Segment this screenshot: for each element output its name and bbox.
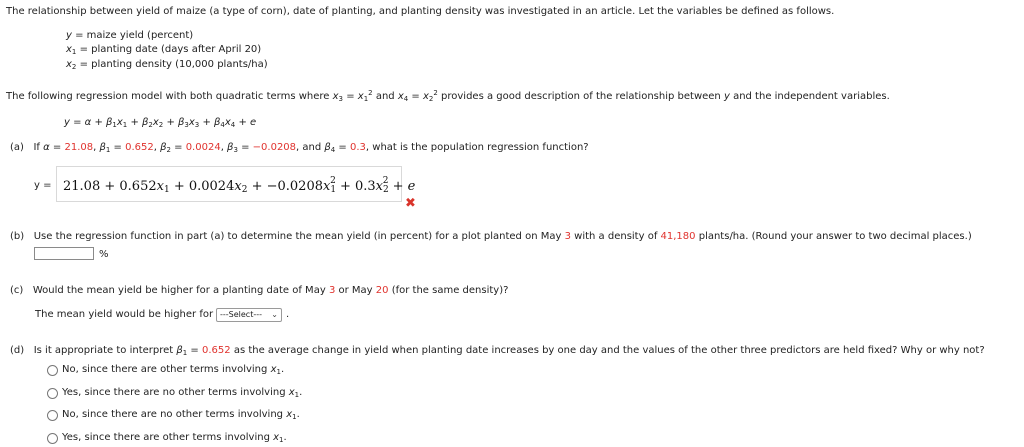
option-3-label: No, since there are no other terms involving $x_1$. (62, 409, 300, 421)
part-c-question: (c) Would the mean yield be higher for a planting date of May 3 or May 20 (for the same density)? (10, 285, 509, 296)
definition-x2: $x_2$ = planting density (10,000 plants/ha) (66, 59, 268, 71)
regression-answer-field[interactable] (56, 166, 416, 202)
mean-yield-input[interactable] (34, 247, 94, 260)
part-c-answer-suffix: . (286, 309, 290, 320)
chevron-down-icon: ⌄ (271, 310, 278, 319)
intro-text: The relationship between yield of maize (a type of corn), date of planting, and planting density was investigated in an article. Let the variables be defined as follows. (6, 6, 835, 17)
model-equation: $y = \alpha + \beta_1x_1 + \beta_2x_2 + \beta_3x_3 + \beta_4x_4 + e$ (64, 117, 257, 129)
radio-option-2[interactable] (47, 388, 58, 399)
radio-option-1[interactable] (47, 365, 58, 376)
part-a-question: (a) If α = 21.08, $\beta_1 = 0.652$, $\beta_2 = 0.0024$, $\beta_3 = -0.0208$, and $\beta_4 = 0.3$, what is the population regression function? (10, 142, 589, 154)
part-c-answer-prefix: The mean yield would be higher for (35, 309, 214, 320)
part-b-question: (b) Use the regression function in part (a) to determine the mean yield (in percent) for a plot planted on May 3 with a density of 41,180 plants/ha. (Round your answer to two decimal places.) (10, 231, 972, 242)
definition-y: y = maize yield (percent) (66, 30, 194, 41)
model-sentence: The following regression model with both quadratic terms where $x_3 = x_1^2$ and $x_4 = x_2^2$ provides a good description of the relationship between y and the independent variables. (6, 89, 890, 103)
option-2-label: Yes, since there are no other terms involving $x_1$. (62, 387, 303, 399)
select-value: ---Select--- (220, 310, 262, 319)
percent-unit-label: % (99, 249, 109, 260)
incorrect-icon: ✖ (405, 196, 416, 211)
y-equals-label: y = (34, 180, 52, 191)
option-1-label: No, since there are other terms involving $x_1$. (62, 364, 285, 376)
radio-option-4[interactable] (47, 433, 58, 444)
radio-option-3[interactable] (47, 410, 58, 421)
option-4-label: Yes, since there are other terms involving $x_1$. (62, 432, 287, 444)
planting-date-select[interactable] (216, 308, 282, 322)
part-d-question: (d) Is it appropriate to interpret $\beta_1 = 0.652$ as the average change in yield when planting date increases by one day and the values of the other three predictors are held fixed? Why or why not? (10, 345, 985, 357)
definition-x1: $x_1$ = planting date (days after April 20) (66, 44, 262, 56)
regression-answer-text: $21.08 + 0.652x_1 + 0.0024x_2 + -0.0208x_1^2 + 0.3x_2^2 + e$ (63, 176, 416, 195)
